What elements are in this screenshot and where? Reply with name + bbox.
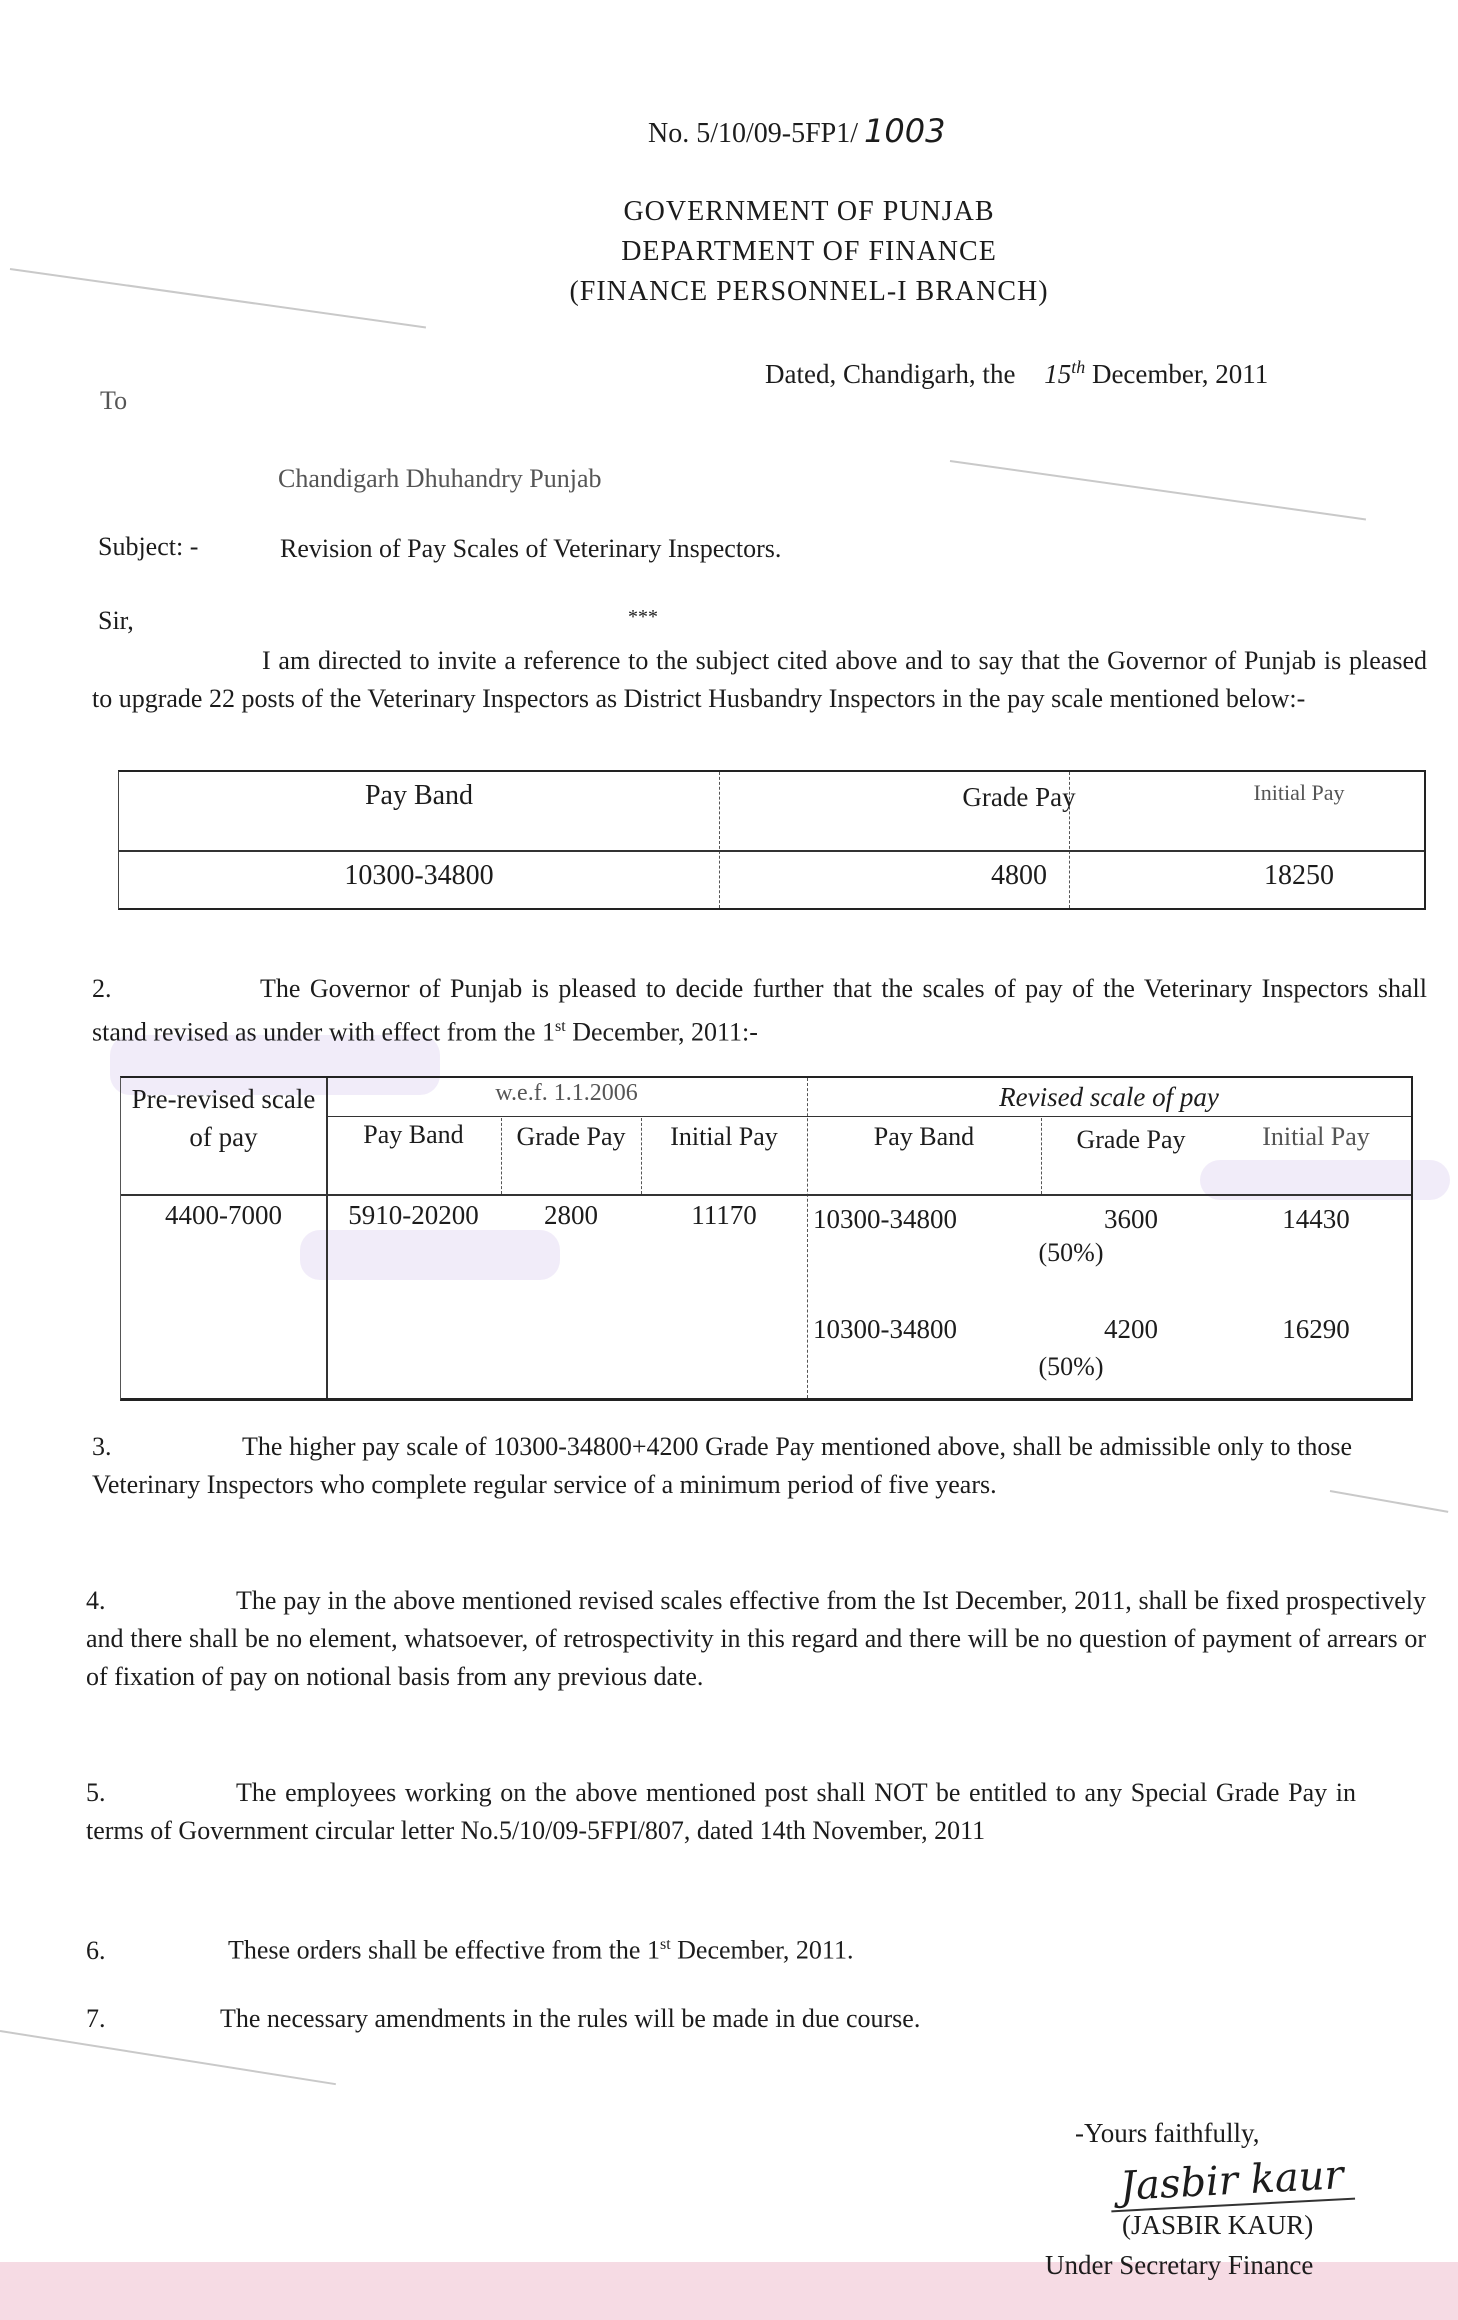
- paragraph-4: [86, 1582, 1426, 1696]
- addressee: Chandigarh Dhuhandry Punjab: [278, 464, 602, 493]
- table2-header-wef: w.e.f. 1.1.2006: [495, 1080, 638, 1106]
- header-line-3: (FINANCE PERSONNEL-I BRANCH): [569, 276, 1049, 307]
- dated-day: 15: [1044, 359, 1072, 389]
- paragraph-4-number: 4.: [86, 1586, 106, 1615]
- to-label: To: [100, 386, 128, 415]
- paragraph-7-number: 7.: [86, 2004, 106, 2033]
- table1-col-divider: [719, 772, 720, 908]
- header-line-2: DEPARTMENT OF FINANCE: [621, 236, 997, 267]
- table2-revised-2-pay-band: 10300-34800: [813, 1314, 957, 1344]
- letter-number-handwritten: 1003: [864, 112, 946, 150]
- closing: -Yours faithfully,: [1075, 2118, 1260, 2148]
- paragraph-6-text: These orders shall be effective from the 1: [228, 1935, 660, 1965]
- paragraph-6: [86, 1926, 1386, 1970]
- table2-header-grade-pay-new: Grade Pay: [1076, 1125, 1186, 1154]
- salutation: Sir,: [98, 606, 134, 635]
- paragraph-3-number: 3.: [92, 1432, 112, 1461]
- dated-sup: th: [1071, 357, 1086, 377]
- paragraph-2: [92, 970, 1427, 1052]
- table2-pay-band-old-value: 5910-20200: [348, 1200, 479, 1230]
- paragraph-6-sup: st: [659, 1936, 671, 1953]
- paragraph-2-text-end: December, 2011:-: [565, 1017, 758, 1047]
- paragraph-4-text: The pay in the above mentioned revised scales effective from the Ist December, 2011, shall be fixed prospectively and there shall be no element, whatsoever, of retrospectivity in this regard and there will be no question of payment of arrears or of fixation of pay on notional basis from any previous date.: [86, 1586, 1426, 1691]
- table2-revised-1-grade-pay: 3600: [1104, 1204, 1158, 1234]
- table2-revised-1-initial-pay: 14430: [1282, 1204, 1350, 1234]
- table2-header-revised: Revised scale of pay: [999, 1082, 1219, 1112]
- pay-scale-table-1: [118, 770, 1426, 910]
- paragraph-2-sup: st: [555, 1018, 566, 1035]
- table1-value-grade-pay: 4800: [991, 860, 1047, 891]
- paragraph-3: [92, 1428, 1352, 1504]
- scan-streak: [0, 2030, 336, 2085]
- table2-header-pre-revised: Pre-revised scale of pay: [131, 1084, 316, 1152]
- table1-value-initial-pay: 18250: [1264, 860, 1334, 891]
- table2-header-pay-band-new: Pay Band: [873, 1122, 975, 1151]
- table2-revised-2-grade-pay: 4200: [1104, 1314, 1158, 1344]
- table2-row-divider: [121, 1194, 1411, 1196]
- table2-grade-pay-old-value: 2800: [544, 1200, 598, 1230]
- subject-text: Revision of Pay Scales of Veterinary Inspectors.: [280, 534, 782, 563]
- table2-row-divider: [326, 1116, 1411, 1117]
- paragraph-2-number: 2.: [92, 974, 112, 1003]
- paragraph-1: [92, 642, 1427, 718]
- table2-revised-2-percent: (50%): [1038, 1352, 1104, 1381]
- paragraph-1-text: I am directed to invite a reference to the subject cited above and to say that the Governor of Punjab is pleased to upgrade 22 posts of the Veterinary Inspectors as District Husbandry Inspectors in the pay scale mentioned below:-: [92, 646, 1427, 713]
- letter-number-printed: No. 5/10/09-5FP1/: [648, 118, 859, 149]
- paragraph-7: [86, 2000, 1386, 2038]
- paragraph-6-number: 6.: [86, 1935, 106, 1965]
- signatory-name: (JASBIR KAUR): [1122, 2210, 1314, 2240]
- signatory-title: Under Secretary Finance: [1045, 2250, 1314, 2280]
- table2-header-initial-pay-old: Initial Pay: [670, 1122, 778, 1151]
- paragraph-7-text: The necessary amendments in the rules will be made in due course.: [220, 2004, 921, 2033]
- paragraph-3-text: The higher pay scale of 10300-34800+4200 Grade Pay mentioned above, shall be admissible only to those Veterinary Inspectors who complete regular service of a minimum period of five years.: [92, 1432, 1352, 1499]
- subject-label: Subject: -: [98, 532, 199, 561]
- paragraph-2-text: The Governor of Punjab is pleased to decide further that the scales of pay of the Veterinary Inspectors shall stand revised as under with effect from the 1: [92, 974, 1427, 1047]
- signature: Jasbir kaur: [1109, 2152, 1355, 2213]
- stars: ***: [628, 606, 658, 628]
- dated-label: Dated, Chandigarh, the: [765, 359, 1016, 389]
- table2-header-pay-band-old: Pay Band: [363, 1120, 464, 1149]
- table1-row-divider: [119, 850, 1424, 852]
- paragraph-6-text-end: December, 2011.: [670, 1935, 854, 1965]
- table2-revised-1-percent: (50%): [1038, 1238, 1104, 1267]
- paragraph-5-text: The employees working on the above mentioned post shall NOT be entitled to any Special Grade Pay in terms of Government circular letter No.5/10/09-5FPI/807, dated 14th November, 2011: [86, 1778, 1356, 1845]
- table1-value-pay-band: 10300-34800: [344, 860, 494, 891]
- dated-month-year: December, 2011: [1091, 359, 1269, 389]
- table2-header-initial-pay-new: Initial Pay: [1262, 1122, 1370, 1151]
- table1-header-initial-pay: Initial Pay: [1253, 780, 1345, 805]
- pay-scale-table-2: [120, 1076, 1413, 1401]
- table1-header-grade-pay: Grade Pay: [962, 782, 1076, 812]
- table1-header-pay-band: Pay Band: [364, 780, 474, 811]
- header-line-1: GOVERNMENT OF PUNJAB: [623, 196, 995, 227]
- table2-revised-2-initial-pay: 16290: [1282, 1314, 1350, 1344]
- scan-streak: [950, 460, 1366, 520]
- date-line: [765, 350, 1268, 391]
- paragraph-5: [86, 1774, 1356, 1850]
- table2-revised-1-pay-band: 10300-34800: [813, 1204, 957, 1234]
- paragraph-5-number: 5.: [86, 1778, 106, 1807]
- table2-pre-revised-value: 4400-7000: [165, 1200, 282, 1230]
- letter-number: [648, 114, 945, 151]
- table2-initial-pay-old-value: 11170: [691, 1200, 757, 1230]
- table2-header-grade-pay-old: Grade Pay: [516, 1122, 626, 1151]
